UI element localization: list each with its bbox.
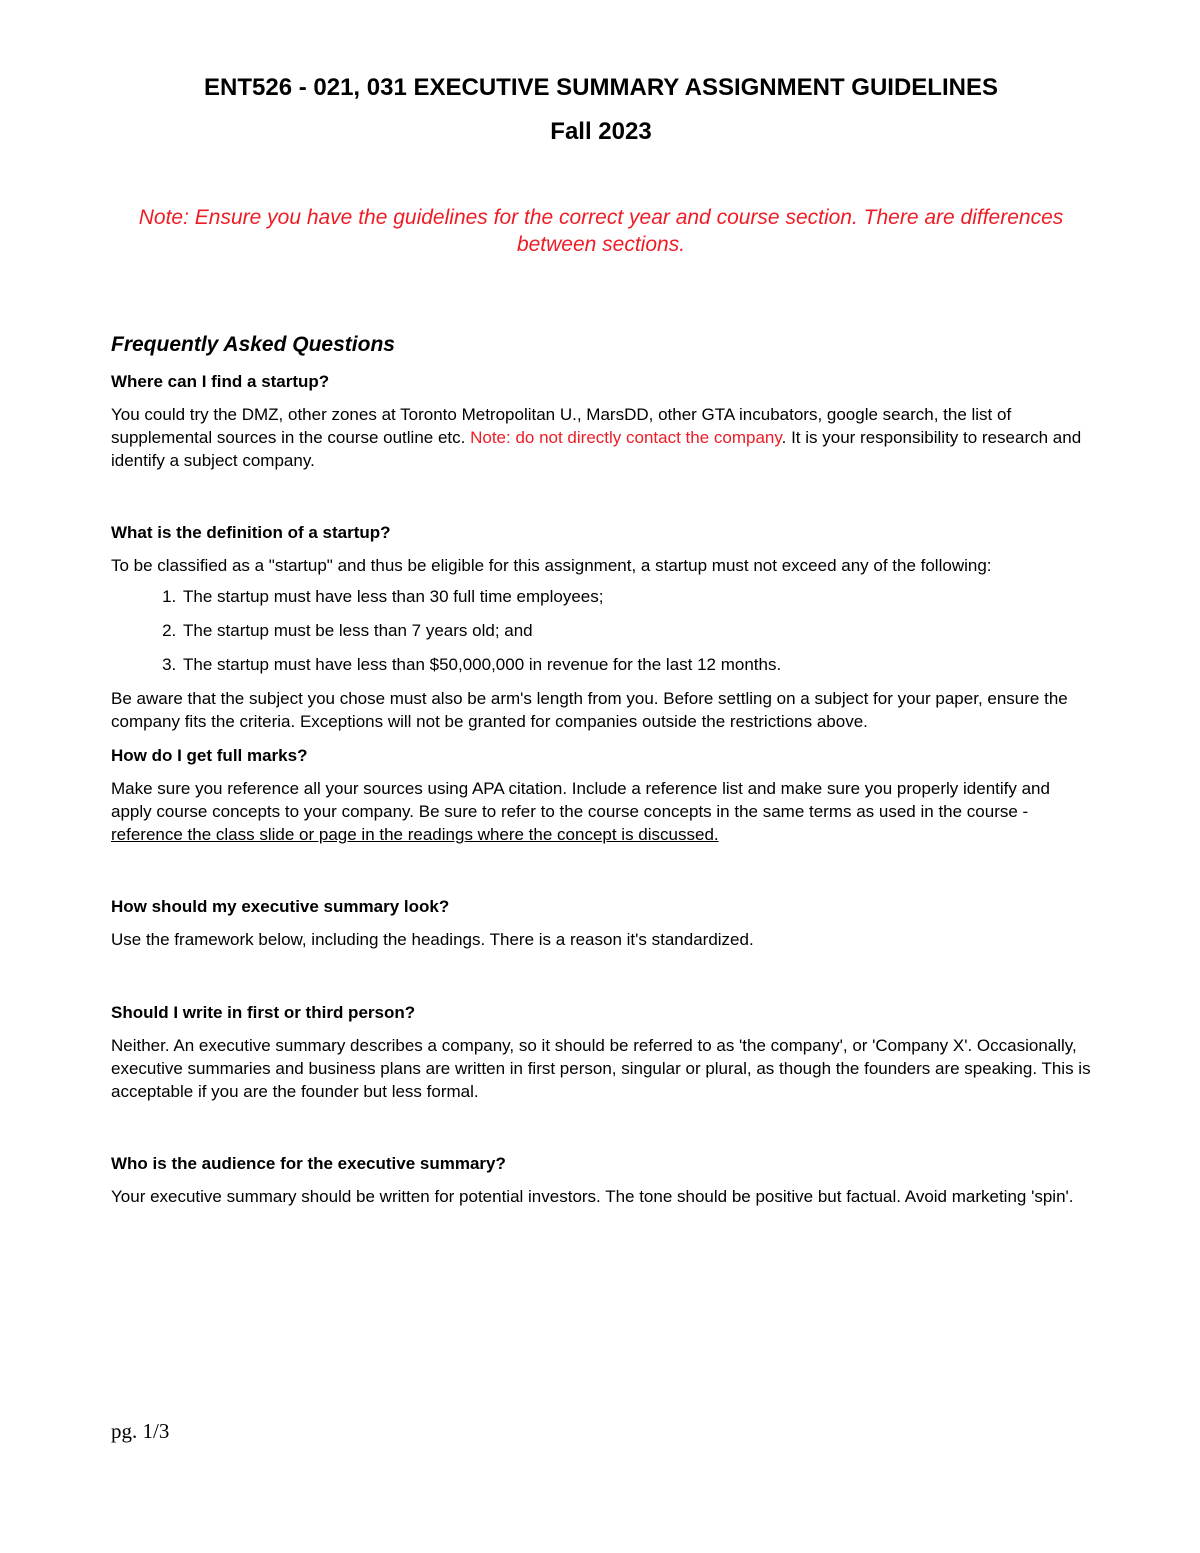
- faq-question-audience: Who is the audience for the executive summary?: [111, 1154, 506, 1173]
- faq-question-full-marks: How do I get full marks?: [111, 746, 308, 765]
- faq-answer-audience: Your executive summary should be written for potential investors. The tone should be positive but factual. Avoid marketing 'spin'.: [111, 1187, 1074, 1206]
- faq-question-find-startup: Where can I find a startup?: [111, 372, 330, 391]
- document-content: [111, 70, 1091, 1208]
- answer-text: Make sure you reference all your sources using APA citation. Include a reference list and make sure you properly identify and apply course concepts to your company. Be sure to refer to the course concepts in the same terms as used in the course -: [111, 779, 1050, 821]
- faq-answer-arms-length: Be aware that the subject you chose must also be arm's length from you. Before settling on a subject for your paper, ensure the company fits the criteria. Exceptions will not be granted for companies outside the restrictions above.: [111, 689, 1068, 731]
- faq-answer-summary-look: Use the framework below, including the headings. There is a reason it's standardized.: [111, 930, 754, 949]
- faq-question-person: Should I write in first or third person?: [111, 1003, 416, 1022]
- faq-question-summary-look: How should my executive summary look?: [111, 897, 450, 916]
- section-warning-note: Note: Ensure you have the guidelines for the correct year and course section. There are differences between sections.: [138, 206, 1064, 256]
- faq-answer-find-startup: [111, 403, 1091, 472]
- faq-question-startup-definition: What is the definition of a startup?: [111, 523, 391, 542]
- answer-text: . It is your responsibility to research and identify a subject company.: [111, 428, 1082, 470]
- faq-answer-person: Neither. An executive summary describes a company, so it should be referred to as 'the company', or 'Company X'. Occasionally, executive summaries and business plans are written in first person, singular or plural, as though the founders are speaking. This is acceptable if you are the founder but less formal.: [111, 1036, 1091, 1101]
- page-number: pg. 1/3: [111, 1419, 170, 1443]
- answer-text: You could try the DMZ, other zones at Toronto Metropolitan U., MarsDD, other GTA incubators, google search, the list of supplemental sources in the course outline etc.: [111, 405, 1012, 447]
- document-title: ENT526 - 021, 031 EXECUTIVE SUMMARY ASSIGNMENT GUIDELINES: [204, 74, 998, 101]
- document-term: Fall 2023: [550, 118, 652, 145]
- faq-answer-full-marks: [111, 777, 1091, 846]
- criteria-item: 2. The startup must be less than 7 years old; and: [181, 619, 1091, 642]
- reference-instruction: reference the class slide or page in the readings where the concept is discussed.: [111, 825, 719, 844]
- faq-heading: Frequently Asked Questions: [111, 333, 395, 356]
- faq-answer-startup-definition: To be classified as a "startup" and thus be eligible for this assignment, a startup must not exceed any of the following:: [111, 556, 992, 575]
- no-contact-warning: Note: do not directly contact the company: [470, 428, 782, 447]
- criteria-item: 1. The startup must have less than 30 full time employees;: [181, 585, 1091, 608]
- startup-criteria-list: [111, 585, 1091, 676]
- criteria-item: 3. The startup must have less than $50,000,000 in revenue for the last 12 months.: [181, 653, 1091, 676]
